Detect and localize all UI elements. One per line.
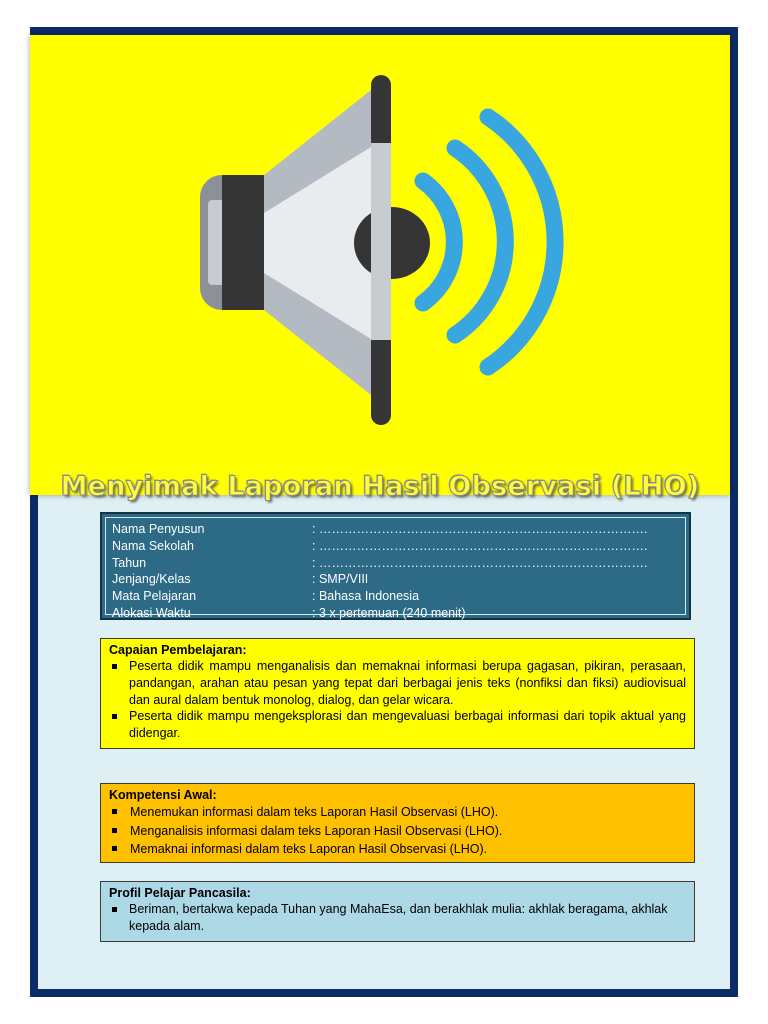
- info-row-tahun: [112, 555, 679, 572]
- cover-banner: [30, 35, 730, 502]
- identity-table: [100, 512, 691, 620]
- info-value: : 3 x pertemuan (240 menit): [312, 605, 466, 620]
- cover-title: Menyimak Laporan Hasil Observasi (LHO): [60, 471, 700, 502]
- kompetensi-awal-box: [100, 783, 695, 863]
- info-value: : …………………………………………………………………….: [312, 522, 648, 536]
- list-item-text: Memaknai informasi dalam teks Laporan Hasil Observasi (LHO).: [130, 842, 488, 856]
- info-label: Alokasi Waktu: [112, 605, 191, 620]
- identity-table-inner: [105, 517, 686, 620]
- list-item-text: Peserta didik mampu mengeksplorasi dan mengevaluasi berbagai informasi dari topik aktual yang didengar.: [129, 709, 686, 741]
- list-item: [109, 708, 686, 742]
- kompetensi-list: [109, 803, 686, 859]
- capaian-pembelajaran-box: [100, 638, 695, 749]
- info-value: : SMP/VIII: [312, 572, 369, 587]
- list-item: [109, 658, 686, 708]
- bullet-icon: [112, 664, 117, 669]
- bullet-icon: [112, 828, 117, 833]
- bullet-icon: [112, 907, 117, 912]
- info-label: Nama Penyusun: [112, 522, 205, 536]
- list-item: [109, 901, 686, 935]
- info-value: : …………………………………………………………………….: [312, 555, 648, 570]
- section-heading: Profil Pelajar Pancasila:: [109, 886, 251, 900]
- bullet-icon: [112, 809, 117, 814]
- info-row-mata-pelajaran: [112, 588, 679, 605]
- section-heading: Capaian Pembelajaran:: [109, 643, 247, 657]
- list-item-text: Beriman, bertakwa kepada Tuhan yang MahaEsa, dan berakhlak mulia: akhlak beragama, akhlak kepada alam.: [129, 902, 668, 933]
- profil-list: [109, 901, 686, 935]
- bullet-icon: [112, 714, 117, 719]
- profil-pelajar-box: [100, 881, 695, 942]
- info-label: Tahun: [112, 555, 147, 570]
- speaker-rim-highlight: [371, 143, 391, 340]
- list-item-text: Peserta didik mampu menganalisis dan memaknai informasi berupa gagasan, pikiran, perasaan, pandangan, arahan atau pesan yang tepat dari berbagai jenis teks (nonfiksi dan fiksi) audiovisual dan aural dalam bentuk monolog, dialog, dan gelar wicara.: [129, 659, 686, 707]
- info-label: Nama Sekolah: [112, 538, 194, 553]
- list-item-text: Menemukan informasi dalam teks Laporan Hasil Observasi (LHO).: [130, 805, 499, 819]
- info-label: Jenjang/Kelas: [112, 572, 191, 587]
- info-row-nama-penyusun: [112, 521, 679, 538]
- section-heading: Kompetensi Awal:: [109, 788, 217, 802]
- info-value: : Bahasa Indonesia: [312, 589, 420, 604]
- speaker-dome: [354, 207, 430, 279]
- list-item-text: Menganalisis informasi dalam teks Laporan Hasil Observasi (LHO).: [130, 823, 503, 838]
- list-item: [109, 803, 686, 822]
- speaker-volume-icon: [30, 35, 730, 475]
- info-value: : …………………………………………………………………….: [312, 538, 648, 553]
- capaian-list: [109, 658, 686, 742]
- bullet-icon: [112, 846, 117, 851]
- info-row-alokasi-waktu: [112, 605, 679, 622]
- info-row-nama-sekolah: [112, 538, 679, 555]
- list-item: [109, 840, 686, 859]
- info-row-jenjang-kelas: [112, 571, 679, 588]
- speaker-magnet: [222, 175, 264, 310]
- info-label: Mata Pelajaran: [112, 589, 197, 604]
- list-item: [109, 822, 686, 841]
